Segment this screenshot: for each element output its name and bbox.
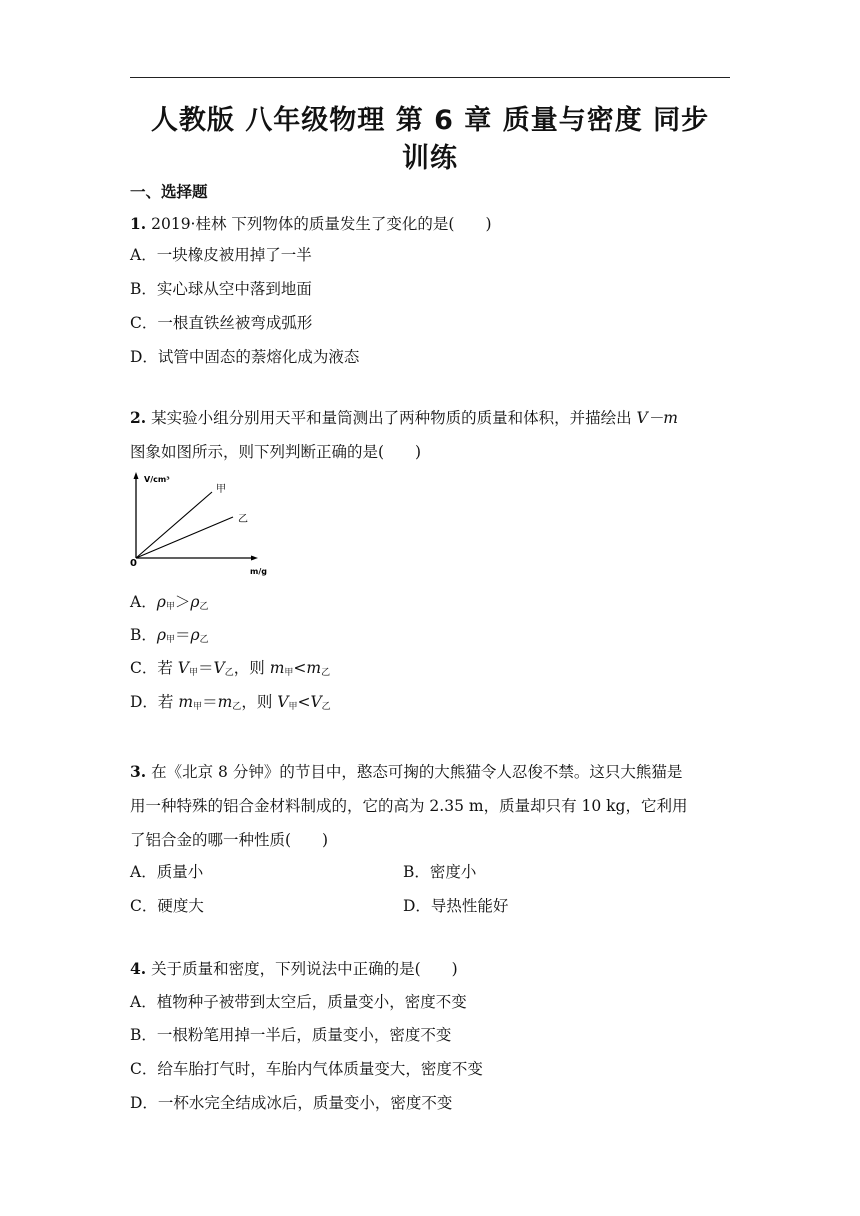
symbol: ρ <box>190 626 200 644</box>
subscript: 甲 <box>284 668 294 678</box>
subscript: 乙 <box>321 668 331 678</box>
question-2-stem-line-1 <box>130 406 678 428</box>
subscript: 乙 <box>321 702 331 712</box>
subscript: 甲 <box>288 702 298 712</box>
question-3-stem-line-1 <box>130 760 682 782</box>
question-number: 1. <box>130 214 147 233</box>
subscript: 甲 <box>193 702 203 712</box>
question-4-stem <box>130 957 458 979</box>
symbol: m <box>217 693 233 711</box>
q1-option-d: D．试管中固态的萘熔化成为液态 <box>130 348 360 366</box>
operator: ＝ <box>175 626 191 644</box>
option-prefix: A． <box>130 593 157 611</box>
y-axis-label: V/cm³ <box>144 475 170 484</box>
operator: < <box>293 659 307 677</box>
connector-text: ，则 <box>241 693 278 711</box>
question-number: 3. <box>130 762 147 781</box>
origin-label: 0 <box>130 558 137 569</box>
operator: ＞ <box>174 593 191 611</box>
line-yi <box>136 517 233 558</box>
q2-option-b <box>130 623 209 645</box>
question-text: 在《北京 8 分钟》的节目中，憨态可掬的大熊猫令人忍俊不禁。这只大熊猫是 <box>146 763 683 781</box>
q1-option-c: C．一根直铁丝被弯成弧形 <box>130 314 313 332</box>
q1-option-b: B．实心球从空中落到地面 <box>130 280 312 298</box>
question-number: 4. <box>130 959 147 978</box>
question-text: 某实验小组分别用天平和量筒测出了两种物质的质量和体积，并描绘出 <box>146 409 637 427</box>
question-text: 2019·桂林 下列物体的质量发生了变化的是( ) <box>146 215 492 233</box>
top-rule <box>130 77 730 78</box>
question-1-stem <box>130 212 492 234</box>
q3-option-b: B．密度小 <box>403 863 477 881</box>
symbol: ρ <box>156 593 166 611</box>
y-axis-arrow <box>134 472 139 479</box>
question-3-stem-line-2: 用一种特殊的铝合金材料制成的，它的高为 2.35 m，质量却只有 10 kg，它利用 <box>130 797 688 815</box>
subscript: 甲 <box>189 668 199 678</box>
title-line-1: 人教版 八年级物理 第 6 章 质量与密度 同步 <box>150 105 710 136</box>
question-2-stem-line-2: 图象如图所示，则下列判断正确的是( ) <box>130 443 422 461</box>
q2-option-d <box>130 690 331 712</box>
x-axis-label: m/g <box>250 567 267 576</box>
x-axis-arrow <box>251 556 258 561</box>
symbol: V <box>177 659 189 677</box>
line-yi-label: 乙 <box>238 514 248 525</box>
symbol: ρ <box>156 626 167 644</box>
title-line-2: 训练 <box>402 143 458 174</box>
q4-option-b: B．一根粉笔用掉一半后，质量变小，密度不变 <box>130 1026 452 1044</box>
connector-text: ，则 <box>233 659 270 677</box>
section-heading: 一、选择题 <box>130 183 208 201</box>
subscript: 乙 <box>199 635 209 645</box>
q4-option-d: D．一杯水完全结成冰后，质量变小，密度不变 <box>130 1094 453 1112</box>
q3-option-a: A．质量小 <box>130 863 204 881</box>
graph-type-label: V－m <box>636 409 678 427</box>
symbol: ρ <box>190 593 200 611</box>
q1-option-a: A．一块橡皮被用掉了一半 <box>130 246 312 264</box>
subscript: 乙 <box>232 702 242 712</box>
q4-option-a: A．植物种子被带到太空后，质量变小，密度不变 <box>130 993 467 1011</box>
q2-option-a <box>130 590 209 612</box>
subscript: 甲 <box>166 635 176 645</box>
operator: < <box>297 693 311 711</box>
symbol: V <box>310 693 322 711</box>
q2-option-c <box>130 656 330 678</box>
question-text: 关于质量和密度，下列说法中正确的是( ) <box>146 960 458 978</box>
symbol: m <box>178 693 194 711</box>
option-prefix: C．若 <box>130 659 178 677</box>
q3-option-c: C．硬度大 <box>130 897 204 915</box>
option-prefix: B． <box>130 626 157 644</box>
line-jia-label: 甲 <box>216 484 226 495</box>
v-m-graph <box>130 470 280 580</box>
question-number: 2. <box>130 408 147 427</box>
line-jia <box>136 492 212 558</box>
symbol: V <box>213 659 225 677</box>
question-3-stem-line-3: 了铝合金的哪一种性质( ) <box>130 831 329 849</box>
q4-option-c: C．给车胎打气时，车胎内气体质量变大，密度不变 <box>130 1060 483 1078</box>
subscript: 乙 <box>224 668 234 678</box>
option-prefix: D．若 <box>130 693 179 711</box>
subscript: 乙 <box>199 602 209 612</box>
symbol: m <box>269 659 285 677</box>
operator: ＝ <box>198 659 214 677</box>
subscript: 甲 <box>165 602 175 612</box>
symbol: m <box>306 659 322 677</box>
page-title <box>130 102 730 178</box>
q3-option-d: D．导热性能好 <box>403 897 509 915</box>
operator: ＝ <box>202 693 218 711</box>
symbol: V <box>277 693 289 711</box>
